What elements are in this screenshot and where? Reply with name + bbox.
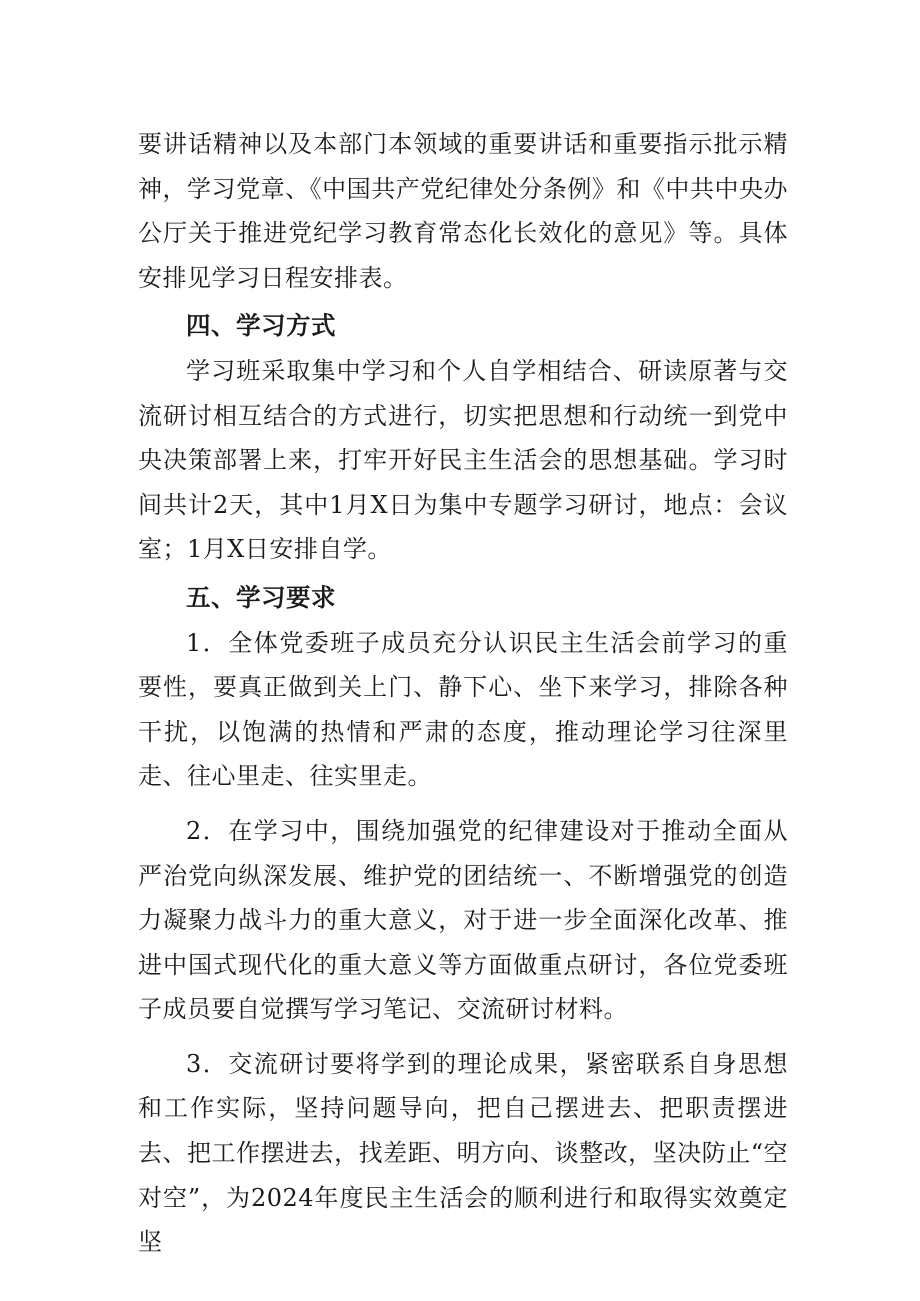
- document-body: [138, 122, 788, 1265]
- section-heading-study-requirements: 五、学习要求: [186, 582, 336, 612]
- requirement-item-1: 1．全体党委班子成员充分认识民主生活会前学习的重要性，要真正做到关上门、静下心、坐下来学习，排除各种干扰，以饱满的热情和严肃的态度，推动理论学习往深里走、往心里走、往实里走。: [138, 628, 788, 791]
- paragraph-study-content: 要讲话精神以及本部门本领域的重要讲话和重要指示批示精神，学习党章、《中国共产党纪律处分条例》和《中共中央办公厅关于推进党纪学习教育常态化长效化的意见》等。具体安排见学习日程安排表。: [138, 130, 788, 292]
- requirement-item-3: 3．交流研讨要将学到的理论成果，紧密联系自身思想和工作实际，坚持问题导向，把自己摆进去、把职责摆进去、把工作摆进去，找差距、明方向、谈整改，坚决防止“空对空”，为2024年度民主生活会的顺利进行和取得实效奠定坚: [138, 1049, 788, 1257]
- paragraph-study-method: 学习班采取集中学习和个人自学相结合、研读原著与交流研讨相互结合的方式进行，切实把思想和行动统一到党中央决策部署上来，打牢开好民主生活会的思想基础。学习时间共计2天，其中1月X日为集中专题学习研讨，地点：会议室；1月X日安排自学。: [138, 356, 788, 564]
- requirement-item-2: 2．在学习中，围绕加强党的纪律建设对于推动全面从严治党向纵深发展、维护党的团结统一、不断增强党的创造力凝聚力战斗力的重大意义，对于进一步全面深化改革、推进中国式现代化的重大意义等方面做重点研讨，各位党委班子成员要自觉撰写学习笔记、交流研讨材料。: [138, 816, 788, 1024]
- section-heading-study-method: 四、学习方式: [186, 311, 336, 341]
